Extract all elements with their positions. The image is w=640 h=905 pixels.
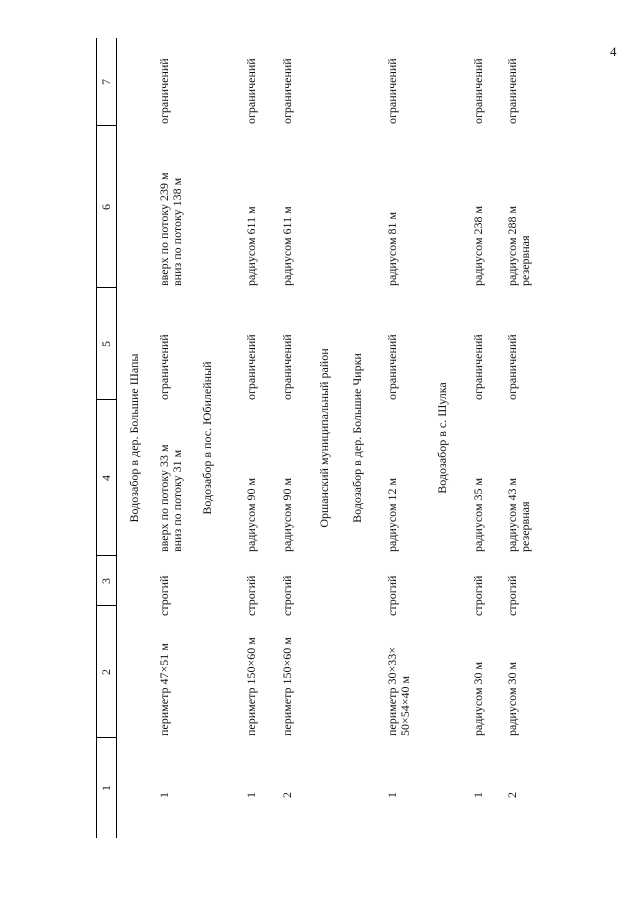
cell-zone3: радиусом 81 м: [385, 211, 399, 286]
cell-regime1: строгий: [280, 575, 294, 616]
table-top-border: [96, 38, 97, 838]
district-title: Оршанский муниципальный район: [317, 348, 331, 528]
page-number: 4: [610, 44, 617, 59]
cell-zone3: вверх по потоку 239 м: [157, 172, 171, 286]
header-col-4: 4: [99, 475, 113, 481]
cell-regime2: ограничений: [471, 334, 485, 400]
cell-zone1: периметр 150×60 м: [244, 637, 258, 736]
cell-zone3-line2: резервная: [518, 235, 532, 286]
cell-regime2: ограничений: [280, 334, 294, 400]
rotated-table: [96, 38, 532, 838]
cell-regime2: ограничений: [157, 334, 171, 400]
cell-regime2: ограничений: [385, 334, 399, 400]
header-col-2: 2: [99, 669, 113, 675]
cell-number: 1: [471, 792, 485, 798]
cell-zone2: радиусом 90 м: [244, 477, 258, 552]
cell-regime3: ограничений: [505, 58, 519, 124]
section-title: Водозабор в дер. Большие Чирки: [350, 353, 364, 523]
section-title: Водозабор в пос. Юбилейный: [200, 361, 214, 515]
cell-zone3: радиусом 611 м: [244, 206, 258, 286]
cell-zone2-line2: резервная: [518, 501, 532, 552]
cell-regime1: строгий: [505, 575, 519, 616]
cell-zone3-line2: вниз по потоку 138 м: [170, 177, 184, 286]
cell-regime2: ограничений: [505, 334, 519, 400]
cell-regime3: ограничений: [385, 58, 399, 124]
cell-regime3: ограничений: [157, 58, 171, 124]
cell-number: 1: [157, 792, 171, 798]
header-col-7: 7: [99, 79, 113, 85]
header-col-6: 6: [99, 204, 113, 210]
cell-zone2: радиусом 90 м: [280, 477, 294, 552]
cell-zone1: периметр 47×51 м: [157, 643, 171, 736]
cell-regime3: ограничений: [280, 58, 294, 124]
header-bottom-border: [116, 38, 117, 838]
cell-number: 2: [505, 792, 519, 798]
cell-zone2: радиусом 43 м: [505, 477, 519, 552]
cell-regime3: ограничений: [471, 58, 485, 124]
cell-zone1-line2: 50×54×40 м: [398, 675, 412, 736]
cell-zone2: радиусом 35 м: [471, 477, 485, 552]
cell-zone1: периметр 150×60 м: [280, 637, 294, 736]
cell-zone2: радиусом 12 м: [385, 477, 399, 552]
header-col-1: 1: [99, 785, 113, 791]
cell-regime1: строгий: [385, 575, 399, 616]
cell-zone1: радиусом 30 м: [505, 661, 519, 736]
cell-regime1: строгий: [244, 575, 258, 616]
cell-zone2: вверх по потоку 33 м: [157, 444, 171, 552]
section-title: Водозабор в с. Шулка: [435, 382, 449, 494]
cell-zone2-line2: вниз по потоку 31 м: [170, 449, 184, 552]
cell-zone3: радиусом 288 м: [505, 205, 519, 286]
cell-number: 1: [244, 792, 258, 798]
cell-zone1: радиусом 30 м: [471, 661, 485, 736]
cell-number: 2: [280, 792, 294, 798]
cell-number: 1: [385, 792, 399, 798]
cell-regime1: строгий: [157, 575, 171, 616]
section-title: Водозабор в дер. Большие Шапы: [127, 353, 141, 523]
header-col-3: 3: [99, 578, 113, 584]
header-col-5: 5: [99, 341, 113, 347]
cell-regime2: ограничений: [244, 334, 258, 400]
cell-regime1: строгий: [471, 575, 485, 616]
cell-zone3: радиусом 238 м: [471, 205, 485, 286]
cell-regime3: ограничений: [244, 58, 258, 124]
cell-zone1: периметр 30×33×: [385, 646, 399, 736]
cell-zone3: радиусом 611 м: [280, 206, 294, 286]
